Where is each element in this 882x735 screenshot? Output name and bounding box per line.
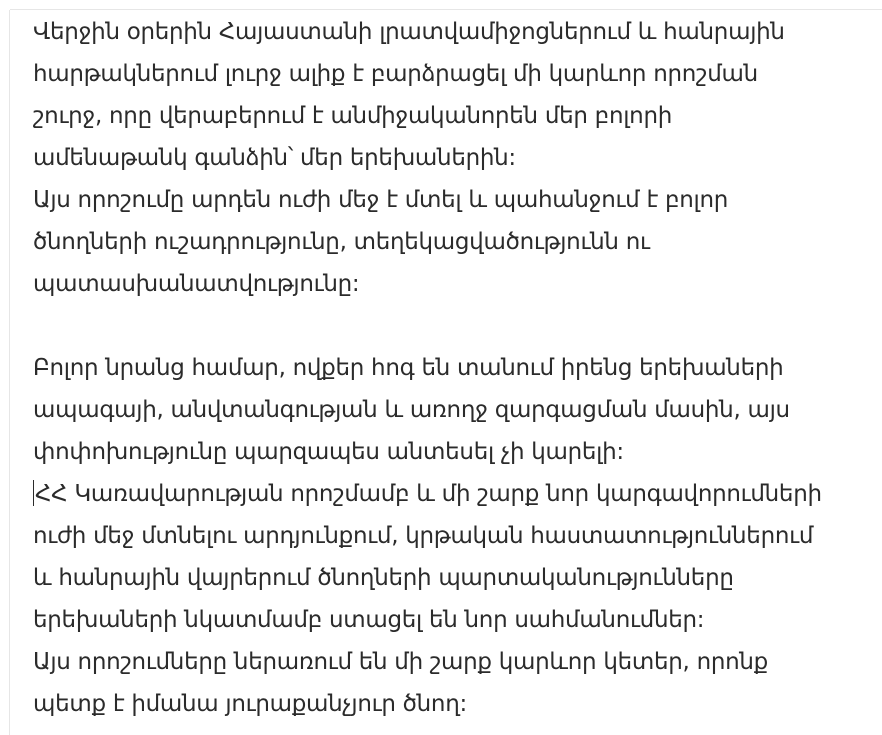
text-line: և հանրային վայրերում ծնողների պարտականությունները bbox=[33, 565, 734, 591]
paragraph-1[interactable] bbox=[33, 11, 878, 179]
text-line: ամենաթանկ գանձին՝ մեր երեխաներին: bbox=[33, 145, 516, 171]
editor-top-border bbox=[10, 9, 882, 10]
text-editor[interactable] bbox=[33, 11, 878, 725]
text-line: հարթակներում լուրջ ալիք է բարձրացել մի կարևոր որոշման bbox=[33, 61, 758, 87]
text-line-content: ՀՀ Կառավարության որոշմամբ և մի շարք նոր կարգավորումների bbox=[35, 481, 822, 507]
text-line: Այս որոշումները ներառում են մի շարք կարևոր կետեր, որոնք bbox=[33, 649, 769, 675]
editor-left-border bbox=[9, 10, 10, 735]
text-line: Վերջին օրերին Հայաստանի լրատվամիջոցներում և հանրային bbox=[33, 19, 785, 45]
paragraph-4[interactable] bbox=[33, 473, 878, 641]
text-line: պատասխանատվությունը: bbox=[33, 271, 360, 297]
text-cursor bbox=[33, 480, 34, 506]
text-line: պետք է իմանա յուրաքանչյուր ծնող: bbox=[33, 691, 467, 717]
paragraph-5[interactable] bbox=[33, 641, 878, 725]
text-line: ծնողների ուշադրությունը, տեղեկացվածությունն ու bbox=[33, 229, 650, 255]
empty-line[interactable] bbox=[33, 305, 878, 347]
text-line: երեխաների նկատմամբ ստացել են նոր սահմանումներ: bbox=[33, 607, 705, 633]
text-line: Այս որոշումը արդեն ուժի մեջ է մտել և պահանջում է բոլոր bbox=[33, 187, 729, 213]
text-line: փոփոխությունը պարզապես անտեսել չի կարելի: bbox=[33, 439, 624, 465]
text-line: Բոլոր նրանց համար, ովքեր հոգ են տանում իրենց երեխաների bbox=[33, 355, 784, 381]
text-line: ուժի մեջ մտնելու արդյունքում, կրթական հաստատություններում bbox=[33, 523, 814, 549]
text-line: ապագայի, անվտանգության և առողջ զարգացման մասին, այս bbox=[33, 397, 790, 423]
paragraph-2[interactable] bbox=[33, 179, 878, 305]
text-line-with-caret bbox=[33, 473, 878, 515]
paragraph-3[interactable] bbox=[33, 347, 878, 473]
text-line: շուրջ, որը վերաբերում է անմիջականորեն մեր բոլորի bbox=[33, 103, 673, 129]
